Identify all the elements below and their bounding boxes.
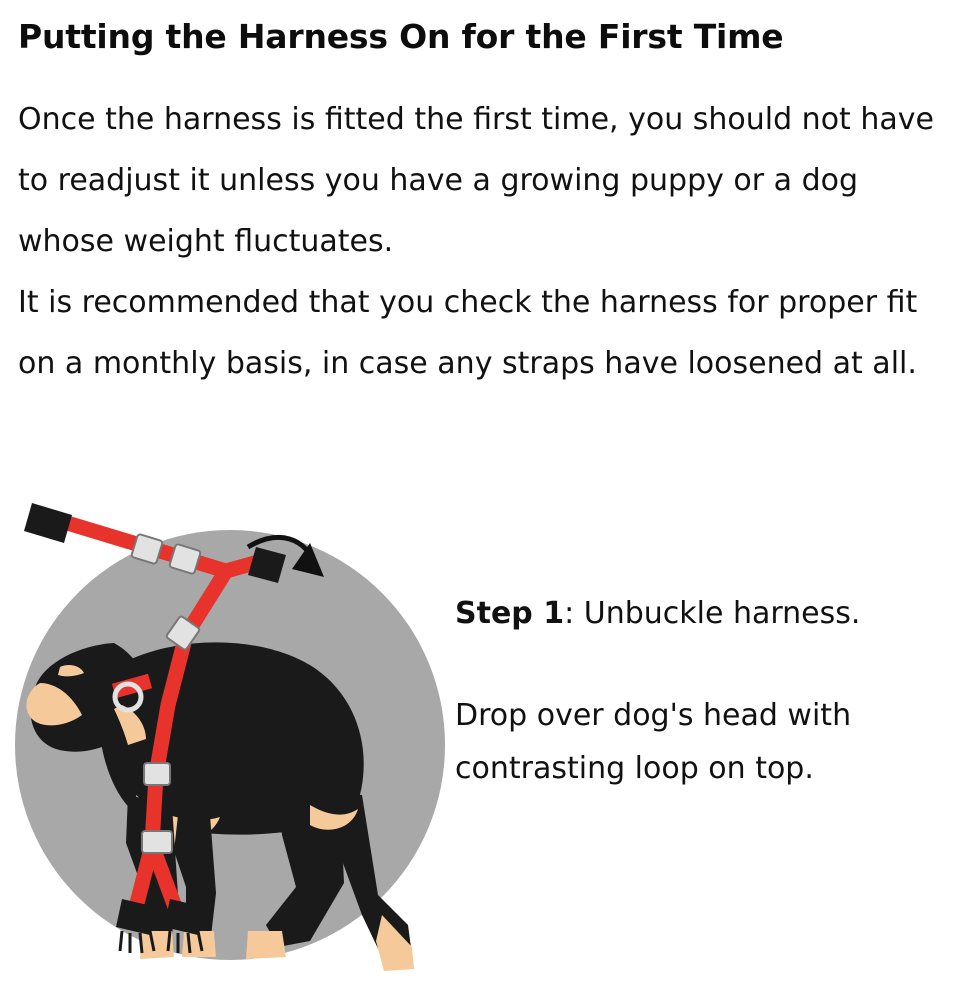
paragraph-2: It is recommended that you check the harness for proper fit on a monthly basis, in case any straps have loosened at all. xyxy=(18,285,918,382)
page-title: Putting the Harness On for the First Time xyxy=(18,17,784,56)
step-title-rest: : Unbuckle harness. xyxy=(564,596,861,631)
paragraph-1: Once the harness is fitted the first time, you should not have to readjust it unless you have a growing puppy or a dog whose weight fluctuates. xyxy=(18,102,934,260)
step-text-block xyxy=(455,595,945,795)
step-instruction: Drop over dog's head with contrasting loop on top. xyxy=(455,698,852,786)
step-label: Step 1 xyxy=(455,596,565,631)
harness-dog-illustration xyxy=(10,495,460,993)
intro-text xyxy=(18,89,938,394)
step-section xyxy=(0,495,962,993)
step-heading xyxy=(455,595,945,633)
